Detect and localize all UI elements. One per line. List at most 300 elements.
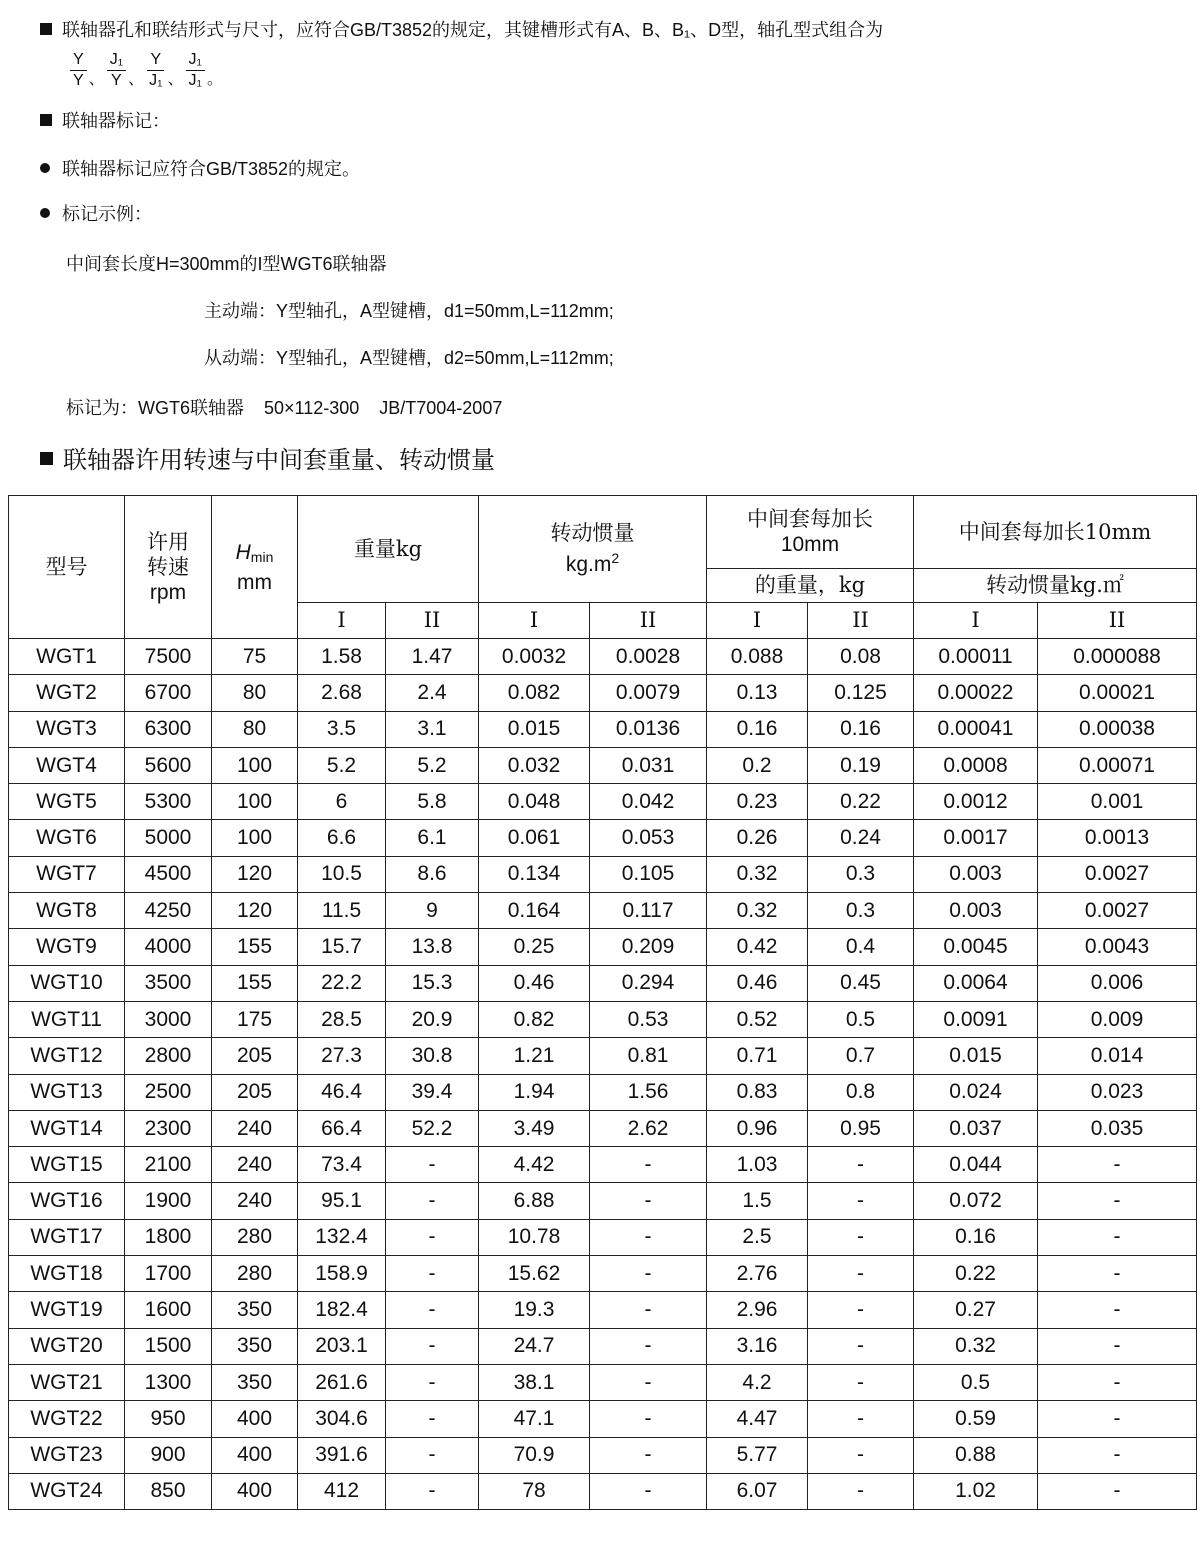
table-cell: 0.00022 xyxy=(914,675,1038,711)
header-extra-weight-i: I xyxy=(707,603,808,639)
table-cell: 2500 xyxy=(125,1074,212,1110)
table-cell: 0.96 xyxy=(707,1110,808,1146)
table-cell: 0.00041 xyxy=(914,711,1038,747)
dot-bullet-icon xyxy=(40,208,50,218)
table-row xyxy=(9,675,1197,711)
header-weight-i: I xyxy=(298,603,386,639)
table-cell: 0.044 xyxy=(914,1147,1038,1183)
table-cell: 0.0043 xyxy=(1038,929,1197,965)
table-cell: 132.4 xyxy=(298,1219,386,1255)
table-cell: 0.81 xyxy=(590,1038,707,1074)
table-cell: WGT18 xyxy=(9,1256,125,1292)
table-cell: 0.46 xyxy=(707,965,808,1001)
table-cell: 0.5 xyxy=(914,1364,1038,1400)
table-cell: 2.76 xyxy=(707,1256,808,1292)
table-cell: 24.7 xyxy=(479,1328,590,1364)
table-cell: 3.16 xyxy=(707,1328,808,1364)
table-cell: 0.001 xyxy=(1038,784,1197,820)
coupling-spec-table xyxy=(8,495,1197,1510)
table-cell: 0.0045 xyxy=(914,929,1038,965)
table-row xyxy=(9,893,1197,929)
table-cell: 1.58 xyxy=(298,639,386,675)
table-cell: - xyxy=(1038,1219,1197,1255)
table-cell: 3000 xyxy=(125,1001,212,1037)
table-cell: 1300 xyxy=(125,1364,212,1400)
table-cell: 0.0017 xyxy=(914,820,1038,856)
table-cell: 0.23 xyxy=(707,784,808,820)
table-cell: WGT11 xyxy=(9,1001,125,1037)
table-cell: 0.32 xyxy=(707,856,808,892)
table-cell: WGT1 xyxy=(9,639,125,675)
intro-text-1: 联轴器孔和联结形式与尺寸，应符合GB/T3852的规定，其键槽形式有A、B、B₁、D型，轴孔型式组合为 xyxy=(62,20,884,40)
table-cell: 0.003 xyxy=(914,893,1038,929)
header-model: 型号 xyxy=(9,496,125,639)
example-heading: 标记示例： xyxy=(40,202,152,226)
header-inertia: 转动惯量 $kg.m^2$ xyxy=(479,496,707,603)
table-cell: 240 xyxy=(212,1147,298,1183)
table-cell: 6.1 xyxy=(386,820,479,856)
table-cell: 0.031 xyxy=(590,747,707,783)
table-row xyxy=(9,1256,1197,1292)
table-cell: - xyxy=(808,1256,914,1292)
table-cell: 0.8 xyxy=(808,1074,914,1110)
table-cell: 0.082 xyxy=(479,675,590,711)
table-cell: - xyxy=(808,1473,914,1509)
bore-combination-fractions: $\frac{Y}{Y}$ 、 $\frac{\text{J₁}}{Y}$ 、 $\frac{Y}{\text{J₁}}$ 、 $\frac{\text{J₁}}{\text{J₁}}$ 。 xyxy=(70,50,225,98)
fraction-1: $\frac{Y}{Y}$ xyxy=(70,50,87,91)
table-cell: WGT6 xyxy=(9,820,125,856)
table-row xyxy=(9,856,1197,892)
table-cell: - xyxy=(386,1219,479,1255)
table-cell: 80 xyxy=(212,675,298,711)
table-cell: 6 xyxy=(298,784,386,820)
table-cell: 0.25 xyxy=(479,929,590,965)
table-cell: - xyxy=(1038,1256,1197,1292)
table-cell: - xyxy=(1038,1328,1197,1364)
table-cell: 2.4 xyxy=(386,675,479,711)
header-speed: 许用 转速 rpm xyxy=(125,496,212,639)
fraction-2: $\frac{\text{J₁}}{Y}$ xyxy=(107,50,126,91)
table-cell: 0.088 xyxy=(707,639,808,675)
table-cell: 15.3 xyxy=(386,965,479,1001)
table-cell: 0.5 xyxy=(808,1001,914,1037)
table-cell: 4.2 xyxy=(707,1364,808,1400)
table-cell: 0.014 xyxy=(1038,1038,1197,1074)
table-cell: - xyxy=(386,1328,479,1364)
table-cell: WGT17 xyxy=(9,1219,125,1255)
table-cell: 175 xyxy=(212,1001,298,1037)
fraction-3: $\frac{Y}{\text{J₁}}$ xyxy=(149,51,163,89)
table-body xyxy=(9,639,1197,1510)
table-cell: WGT19 xyxy=(9,1292,125,1328)
table-cell: 0.042 xyxy=(590,784,707,820)
table-cell: 3.49 xyxy=(479,1110,590,1146)
table-cell: 0.000088 xyxy=(1038,639,1197,675)
table-cell: 280 xyxy=(212,1256,298,1292)
table-cell: 6.6 xyxy=(298,820,386,856)
table-cell: WGT12 xyxy=(9,1038,125,1074)
table-cell: 400 xyxy=(212,1473,298,1509)
table-cell: 155 xyxy=(212,929,298,965)
table-cell: - xyxy=(808,1437,914,1473)
table-cell: 10.78 xyxy=(479,1219,590,1255)
table-cell: - xyxy=(808,1364,914,1400)
table-cell: - xyxy=(808,1147,914,1183)
table-cell: 6700 xyxy=(125,675,212,711)
table-cell: 1.56 xyxy=(590,1074,707,1110)
table-row xyxy=(9,1147,1197,1183)
table-cell: 0.08 xyxy=(808,639,914,675)
table-cell: 75 xyxy=(212,639,298,675)
table-cell: - xyxy=(590,1183,707,1219)
table-cell: 412 xyxy=(298,1473,386,1509)
table-cell: - xyxy=(386,1183,479,1219)
table-cell: 0.006 xyxy=(1038,965,1197,1001)
table-cell: WGT5 xyxy=(9,784,125,820)
table-cell: 5.2 xyxy=(386,747,479,783)
table-cell: 6300 xyxy=(125,711,212,747)
table-cell: 0.00011 xyxy=(914,639,1038,675)
table-cell: WGT7 xyxy=(9,856,125,892)
table-cell: 1.21 xyxy=(479,1038,590,1074)
table-cell: WGT22 xyxy=(9,1401,125,1437)
table-cell: - xyxy=(808,1183,914,1219)
table-cell: 2300 xyxy=(125,1110,212,1146)
table-cell: - xyxy=(590,1328,707,1364)
table-cell: 1600 xyxy=(125,1292,212,1328)
table-row xyxy=(9,639,1197,675)
table-cell: 0.0027 xyxy=(1038,893,1197,929)
table-cell: 4.47 xyxy=(707,1401,808,1437)
table-cell: 400 xyxy=(212,1401,298,1437)
table-cell: - xyxy=(1038,1401,1197,1437)
table-cell: 3.5 xyxy=(298,711,386,747)
table-cell: 1500 xyxy=(125,1328,212,1364)
table-cell: WGT23 xyxy=(9,1437,125,1473)
table-cell: 78 xyxy=(479,1473,590,1509)
table-row xyxy=(9,1074,1197,1110)
marking-heading: 联轴器标记： xyxy=(40,109,170,133)
table-cell: 13.8 xyxy=(386,929,479,965)
table-cell: WGT13 xyxy=(9,1074,125,1110)
table-cell: WGT15 xyxy=(9,1147,125,1183)
table-cell: 27.3 xyxy=(298,1038,386,1074)
table-row xyxy=(9,1437,1197,1473)
table-cell: 39.4 xyxy=(386,1074,479,1110)
table-cell: 0.294 xyxy=(590,965,707,1001)
table-cell: - xyxy=(386,1401,479,1437)
table-cell: WGT20 xyxy=(9,1328,125,1364)
table-cell: 52.2 xyxy=(386,1110,479,1146)
table-cell: 2.96 xyxy=(707,1292,808,1328)
fraction-4: $\frac{\text{J₁}}{\text{J₁}}$ xyxy=(186,50,205,91)
driven-end-spec: 从动端：Y型轴孔，A型键槽，d2=50mm,L=112mm; xyxy=(204,348,614,368)
table-cell: 158.9 xyxy=(298,1256,386,1292)
table-cell: 0.0091 xyxy=(914,1001,1038,1037)
table-cell: 0.22 xyxy=(808,784,914,820)
table-row xyxy=(9,784,1197,820)
header-extra-inertia-ii: II xyxy=(1038,603,1197,639)
table-row xyxy=(9,929,1197,965)
table-cell: 0.125 xyxy=(808,675,914,711)
table-row xyxy=(9,1183,1197,1219)
table-cell: 1.03 xyxy=(707,1147,808,1183)
table-cell: 46.4 xyxy=(298,1074,386,1110)
header-extra-inertia: 中间套每加长10mm xyxy=(914,496,1197,569)
table-cell: 0.24 xyxy=(808,820,914,856)
table-cell: 1.02 xyxy=(914,1473,1038,1509)
table-cell: 5.77 xyxy=(707,1437,808,1473)
table-cell: 0.16 xyxy=(808,711,914,747)
table-cell: WGT21 xyxy=(9,1364,125,1400)
table-row xyxy=(9,965,1197,1001)
table-cell: 203.1 xyxy=(298,1328,386,1364)
table-cell: - xyxy=(808,1401,914,1437)
table-row xyxy=(9,1110,1197,1146)
table-cell: - xyxy=(590,1401,707,1437)
header-weight: 重量kg xyxy=(298,496,479,603)
table-cell: 0.053 xyxy=(590,820,707,856)
table-cell: 5000 xyxy=(125,820,212,856)
table-cell: 0.71 xyxy=(707,1038,808,1074)
table-row xyxy=(9,1038,1197,1074)
table-cell: 0.164 xyxy=(479,893,590,929)
table-cell: 4500 xyxy=(125,856,212,892)
table-cell: 0.53 xyxy=(590,1001,707,1037)
table-row xyxy=(9,1473,1197,1509)
header-inertia-i: I xyxy=(479,603,590,639)
table-cell: 205 xyxy=(212,1074,298,1110)
table-cell: 120 xyxy=(212,893,298,929)
table-cell: 900 xyxy=(125,1437,212,1473)
intro-line-1 xyxy=(40,18,883,42)
header-extra-weight: 中间套每加长 10mm xyxy=(707,496,914,569)
driving-end-spec: 主动端：Y型轴孔，A型键槽，d1=50mm,L=112mm; xyxy=(204,301,614,321)
table-cell: 240 xyxy=(212,1110,298,1146)
table-cell: 0.117 xyxy=(590,893,707,929)
table-cell: - xyxy=(1038,1437,1197,1473)
table-cell: - xyxy=(1038,1364,1197,1400)
table-cell: 0.59 xyxy=(914,1401,1038,1437)
table-cell: 95.1 xyxy=(298,1183,386,1219)
table-cell: - xyxy=(386,1147,479,1183)
table-cell: 5600 xyxy=(125,747,212,783)
table-cell: - xyxy=(590,1364,707,1400)
table-cell: 950 xyxy=(125,1401,212,1437)
table-cell: 155 xyxy=(212,965,298,1001)
table-cell: 10.5 xyxy=(298,856,386,892)
table-cell: WGT9 xyxy=(9,929,125,965)
table-cell: - xyxy=(386,1437,479,1473)
header-hmin: Hmin mm xyxy=(212,496,298,639)
table-cell: 1900 xyxy=(125,1183,212,1219)
table-cell: 0.0027 xyxy=(1038,856,1197,892)
table-cell: 0.032 xyxy=(479,747,590,783)
table-cell: 4000 xyxy=(125,929,212,965)
table-cell: 6.07 xyxy=(707,1473,808,1509)
table-cell: 0.4 xyxy=(808,929,914,965)
table-cell: 0.0032 xyxy=(479,639,590,675)
table-cell: 15.62 xyxy=(479,1256,590,1292)
table-cell: 0.88 xyxy=(914,1437,1038,1473)
table-cell: 0.0008 xyxy=(914,747,1038,783)
table-cell: 0.00021 xyxy=(1038,675,1197,711)
table-cell: - xyxy=(590,1473,707,1509)
table-cell: 5300 xyxy=(125,784,212,820)
table-cell: 304.6 xyxy=(298,1401,386,1437)
dot-bullet-icon xyxy=(40,163,50,173)
table-cell: 0.27 xyxy=(914,1292,1038,1328)
table-cell: 100 xyxy=(212,747,298,783)
table-cell: - xyxy=(386,1256,479,1292)
table-cell: WGT2 xyxy=(9,675,125,711)
table-cell: - xyxy=(1038,1473,1197,1509)
table-cell: 0.015 xyxy=(479,711,590,747)
table-row xyxy=(9,1292,1197,1328)
table-cell: 350 xyxy=(212,1292,298,1328)
table-cell: 1.47 xyxy=(386,639,479,675)
table-row xyxy=(9,1364,1197,1400)
table-cell: 28.5 xyxy=(298,1001,386,1037)
table-cell: - xyxy=(590,1147,707,1183)
table-cell: 0.0013 xyxy=(1038,820,1197,856)
table-cell: 0.072 xyxy=(914,1183,1038,1219)
table-cell: 2800 xyxy=(125,1038,212,1074)
header-extra-weight-unit: 的重量，kg xyxy=(707,569,914,603)
table-cell: 5.8 xyxy=(386,784,479,820)
table-cell: - xyxy=(808,1219,914,1255)
table-row xyxy=(9,1219,1197,1255)
table-cell: 0.45 xyxy=(808,965,914,1001)
table-cell: 0.00071 xyxy=(1038,747,1197,783)
table-cell: 0.3 xyxy=(808,856,914,892)
table-row xyxy=(9,1401,1197,1437)
table-cell: 280 xyxy=(212,1219,298,1255)
table-cell: 0.015 xyxy=(914,1038,1038,1074)
table-cell: - xyxy=(1038,1147,1197,1183)
table-cell: 80 xyxy=(212,711,298,747)
table-cell: 0.16 xyxy=(707,711,808,747)
table-cell: - xyxy=(590,1219,707,1255)
square-bullet-icon xyxy=(40,452,53,465)
table-cell: WGT4 xyxy=(9,747,125,783)
table-cell: 0.009 xyxy=(1038,1001,1197,1037)
example-description: 中间套长度H=300mm的I型WGT6联轴器 xyxy=(66,254,387,274)
table-cell: 182.4 xyxy=(298,1292,386,1328)
table-cell: - xyxy=(590,1292,707,1328)
table-cell: - xyxy=(1038,1292,1197,1328)
header-extra-inertia-unit: 转动惯量kg.㎡ xyxy=(914,569,1197,603)
table-row xyxy=(9,1328,1197,1364)
table-cell: 0.0079 xyxy=(590,675,707,711)
table-cell: 400 xyxy=(212,1437,298,1473)
table-cell: - xyxy=(808,1328,914,1364)
table-cell: 30.8 xyxy=(386,1038,479,1074)
header-extra-inertia-i: I xyxy=(914,603,1038,639)
header-weight-ii: II xyxy=(386,603,479,639)
table-cell: 7500 xyxy=(125,639,212,675)
table-cell: 0.003 xyxy=(914,856,1038,892)
table-cell: 2100 xyxy=(125,1147,212,1183)
square-bullet-icon xyxy=(40,114,52,126)
table-cell: 0.105 xyxy=(590,856,707,892)
table-cell: 2.5 xyxy=(707,1219,808,1255)
table-cell: 0.209 xyxy=(590,929,707,965)
table-cell: WGT24 xyxy=(9,1473,125,1509)
table-cell: 1.94 xyxy=(479,1074,590,1110)
table-cell: 19.3 xyxy=(479,1292,590,1328)
table-cell: 5.2 xyxy=(298,747,386,783)
table-cell: 47.1 xyxy=(479,1401,590,1437)
table-cell: 73.4 xyxy=(298,1147,386,1183)
table-cell: 4250 xyxy=(125,893,212,929)
table-cell: 0.82 xyxy=(479,1001,590,1037)
table-cell: 0.22 xyxy=(914,1256,1038,1292)
table-cell: 0.19 xyxy=(808,747,914,783)
table-cell: 261.6 xyxy=(298,1364,386,1400)
table-cell: 0.46 xyxy=(479,965,590,1001)
table-cell: 9 xyxy=(386,893,479,929)
table-cell: 1800 xyxy=(125,1219,212,1255)
table-cell: 205 xyxy=(212,1038,298,1074)
header-inertia-ii: II xyxy=(590,603,707,639)
table-cell: 0.0028 xyxy=(590,639,707,675)
square-bullet-icon xyxy=(40,23,52,35)
table-cell: WGT3 xyxy=(9,711,125,747)
table-cell: 0.0064 xyxy=(914,965,1038,1001)
table-row xyxy=(9,747,1197,783)
table-cell: 6.88 xyxy=(479,1183,590,1219)
table-cell: 0.32 xyxy=(707,893,808,929)
table-cell: - xyxy=(808,1292,914,1328)
table-cell: 2.68 xyxy=(298,675,386,711)
table-cell: 100 xyxy=(212,820,298,856)
table-cell: - xyxy=(1038,1183,1197,1219)
table-cell: 0.037 xyxy=(914,1110,1038,1146)
table-cell: 0.023 xyxy=(1038,1074,1197,1110)
table-cell: 350 xyxy=(212,1328,298,1364)
table-row xyxy=(9,1001,1197,1037)
table-cell: 0.52 xyxy=(707,1001,808,1037)
table-cell: 0.0012 xyxy=(914,784,1038,820)
table-cell: 0.95 xyxy=(808,1110,914,1146)
table-cell: 3500 xyxy=(125,965,212,1001)
table-cell: 391.6 xyxy=(298,1437,386,1473)
table-cell: 8.6 xyxy=(386,856,479,892)
marked-as-example: 标记为：WGT6联轴器 50×112-300 JB/T7004-2007 xyxy=(66,398,503,418)
table-cell: 850 xyxy=(125,1473,212,1509)
table-cell: 0.134 xyxy=(479,856,590,892)
section-title: 联轴器许用转速与中间套重量、转动惯量 xyxy=(40,446,495,476)
table-cell: 11.5 xyxy=(298,893,386,929)
table-cell: 0.024 xyxy=(914,1074,1038,1110)
table-cell: 0.00038 xyxy=(1038,711,1197,747)
table-cell: 0.2 xyxy=(707,747,808,783)
table-cell: 0.048 xyxy=(479,784,590,820)
table-cell: - xyxy=(590,1256,707,1292)
table-cell: 0.26 xyxy=(707,820,808,856)
table-cell: 240 xyxy=(212,1183,298,1219)
table-cell: 1.5 xyxy=(707,1183,808,1219)
table-cell: 1700 xyxy=(125,1256,212,1292)
table-cell: 20.9 xyxy=(386,1001,479,1037)
table-cell: 0.061 xyxy=(479,820,590,856)
table-cell: WGT10 xyxy=(9,965,125,1001)
table-cell: 0.7 xyxy=(808,1038,914,1074)
table-cell: 22.2 xyxy=(298,965,386,1001)
table-row xyxy=(9,820,1197,856)
table-cell: 0.32 xyxy=(914,1328,1038,1364)
